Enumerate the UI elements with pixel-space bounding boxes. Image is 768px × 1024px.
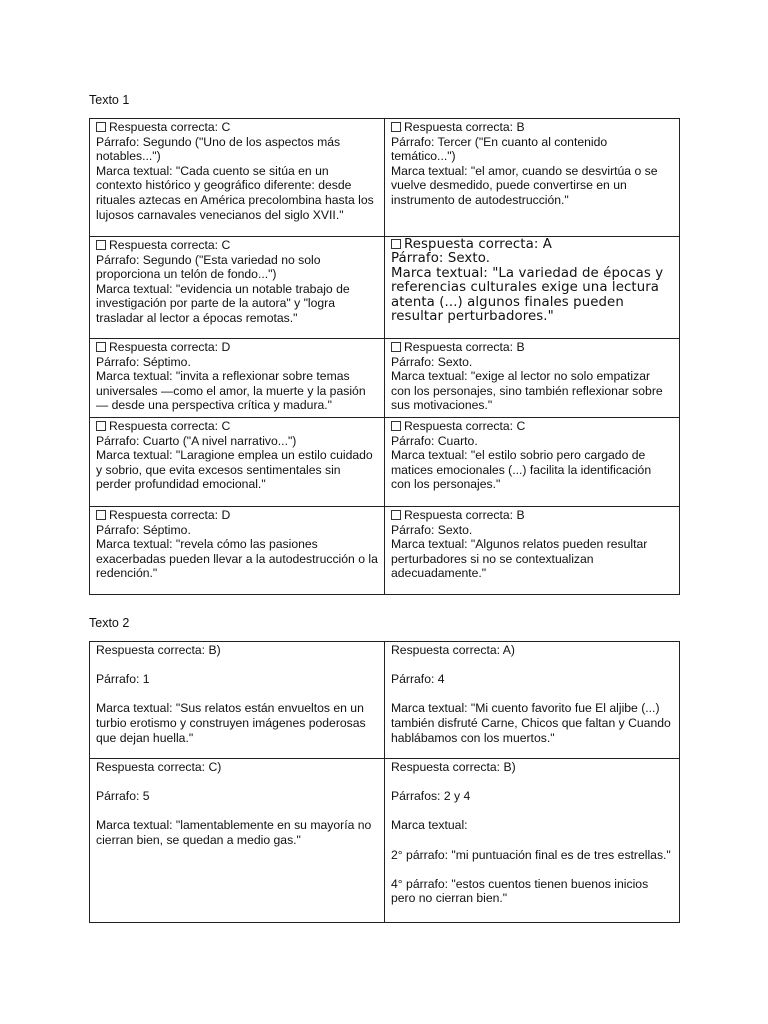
answer-line: Respuesta correcta: B) — [391, 760, 516, 774]
table-row — [90, 237, 680, 339]
checkbox-icon — [96, 421, 106, 431]
answer-line: Respuesta correcta: B — [404, 120, 525, 134]
quote-line: 4° párrafo: "estos cuentos tienen buenos inicios pero no cierran bien." — [391, 876, 649, 906]
checkbox-icon — [391, 239, 401, 249]
quote-line: Marca textual: "Algunos relatos pueden resultar perturbadores si no se contextualizan adecuadamente." — [391, 537, 648, 581]
checkbox-icon — [391, 342, 401, 352]
paragraph-line: Párrafo: Sexto. — [391, 522, 473, 537]
answer-cell — [90, 119, 385, 237]
quote-line: Marca textual: "La variedad de épocas y referencias culturales exige una lectura atenta (...) algunos finales pueden resultar perturbadores." — [391, 265, 664, 325]
answer-line: Respuesta correcta: B — [404, 507, 525, 522]
paragraph-line: Párrafo: Sexto. — [391, 251, 491, 267]
table-row — [90, 119, 680, 237]
answer-line: Respuesta correcta: C) — [96, 760, 222, 774]
quote-label-line: Marca textual: — [391, 818, 468, 833]
paragraph-line: Párrafo: 4 — [391, 672, 445, 687]
checkbox-icon — [391, 122, 401, 132]
quote-line: Marca textual: "lamentablemente en su mayoría no cierran bien, se quedan a medio gas." — [96, 818, 372, 847]
quote-line: Marca textual: "Mi cuento favorito fue El aljibe (...) también disfruté Carne, Chicos que faltan y Cuando hablábamos con los muertos." — [391, 701, 671, 745]
paragraph-line: Párrafo: Séptimo. — [96, 354, 191, 369]
answer-line: Respuesta correcta: B — [404, 340, 525, 354]
texto1-table — [89, 118, 680, 595]
quote-line: Marca textual: "el estilo sobrio pero cargado de matices emocionales (...) facilita la identificación con los personajes." — [391, 448, 652, 492]
answer-line: Respuesta correcta: C — [109, 418, 231, 433]
paragraph-line: Párrafo: Cuarto ("A nivel narrativo...") — [96, 433, 297, 448]
quote-line: 2° párrafo: "mi puntuación final es de tres estrellas." — [391, 847, 671, 862]
answer-cell — [90, 417, 385, 506]
paragraph-line: Párrafo: 1 — [96, 672, 150, 687]
answer-cell — [90, 642, 385, 759]
answer-cell — [385, 417, 680, 506]
paragraph-line: Párrafos: 2 y 4 — [391, 789, 471, 804]
quote-line: Marca textual: "el amor, cuando se desvirtúa o se vuelve desmedido, puede convertirse en un instrumento de autodestrucción." — [391, 163, 658, 207]
checkbox-icon — [96, 510, 106, 520]
texto2-title: Texto 2 — [89, 616, 130, 630]
paragraph-line: Párrafo: Sexto. — [391, 354, 473, 369]
answer-line: Respuesta correcta: C — [404, 418, 526, 433]
paragraph-line: Párrafo: Segundo ("Esta variedad no solo proporciona un telón de fondo...") — [96, 252, 321, 282]
answer-cell — [385, 119, 680, 237]
answer-line: Respuesta correcta: C — [109, 238, 231, 252]
answer-cell — [385, 339, 680, 418]
answer-cell — [90, 759, 385, 923]
answer-cell — [90, 506, 385, 594]
paragraph-line: Párrafo: Cuarto. — [391, 433, 478, 448]
table-row — [90, 506, 680, 594]
answer-line: Respuesta correcta: D — [109, 340, 231, 354]
table-row — [90, 759, 680, 923]
quote-line: Marca textual: "Sus relatos están envueltos en un turbio erotismo y construyen imágenes poderosas que dejan huella." — [96, 701, 366, 745]
answer-line: Respuesta correcta: C — [109, 120, 231, 134]
checkbox-icon — [391, 421, 401, 431]
paragraph-line: Párrafo: Segundo ("Uno de los aspectos más notables...") — [96, 134, 341, 164]
checkbox-icon — [96, 342, 106, 352]
checkbox-icon — [391, 510, 401, 520]
checkbox-icon — [96, 122, 106, 132]
quote-line: Marca textual: "Laragione emplea un estilo cuidado y sobrio, que evita excesos sentimentales sin perder profundidad emocional." — [96, 448, 373, 492]
table-row — [90, 417, 680, 506]
quote-line: Marca textual: "evidencia un notable trabajo de investigación por parte de la autora" y "logra trasladar al lector a épocas remotas." — [96, 281, 350, 325]
paragraph-line: Párrafo: Séptimo. — [96, 522, 191, 537]
paragraph-line: Párrafo: 5 — [96, 789, 150, 804]
answer-cell — [385, 506, 680, 594]
answer-line: Respuesta correcta: B) — [96, 643, 221, 657]
quote-line: Marca textual: "invita a reflexionar sobre temas universales —como el amor, la muerte y la pasión — desde una perspectiva crítica y madura." — [96, 369, 366, 413]
answer-line: Respuesta correcta: A — [404, 237, 552, 252]
texto1-title: Texto 1 — [89, 93, 130, 107]
answer-cell — [385, 759, 680, 923]
table-row — [90, 642, 680, 759]
table-row — [90, 339, 680, 418]
answer-cell — [385, 237, 680, 339]
answer-line: Respuesta correcta: A) — [391, 643, 515, 657]
answer-cell — [90, 237, 385, 339]
answer-line: Respuesta correcta: D — [109, 507, 231, 522]
answer-cell — [90, 339, 385, 418]
quote-line: Marca textual: "exige al lector no solo empatizar con los personajes, sino también reflexionar sobre sus motivaciones." — [391, 369, 663, 413]
paragraph-line: Párrafo: Tercer ("En cuanto al contenido temático...") — [391, 134, 608, 164]
answer-cell — [385, 642, 680, 759]
quote-line: Marca textual: "Cada cuento se sitúa en un contexto histórico y geográfico diferente: desde rituales aztecas en América precolombina hasta los lujosos carnavales venecianos del siglo XVII." — [96, 163, 374, 222]
checkbox-icon — [96, 240, 106, 250]
texto2-table — [89, 641, 680, 923]
quote-line: Marca textual: "revela cómo las pasiones exacerbadas pueden llevar a la autodestrucción o la redención." — [96, 537, 378, 581]
